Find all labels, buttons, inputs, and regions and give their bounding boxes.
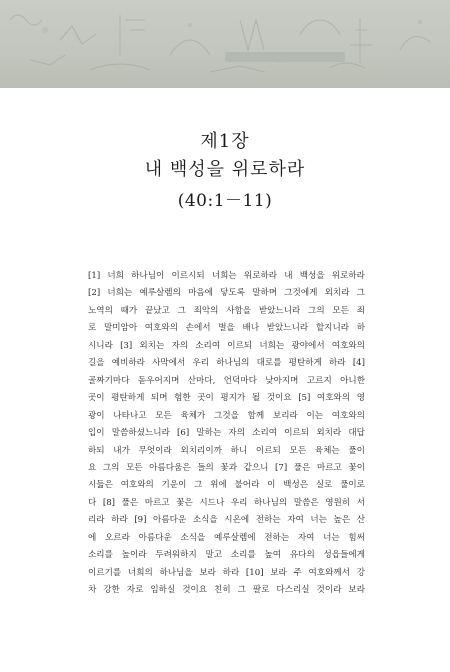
text-line: 시니라 [3] 외치는 자의 소리여 이르되 너희는 광야에서 여호와의: [88, 340, 365, 351]
text-line: 요 그의 모든 아름다움은 들의 꽃과 같으니 [7] 풀은 마르고 꽃이: [88, 462, 365, 473]
decorative-header-banner: [0, 0, 450, 88]
chapter-reference: (40:1－11): [177, 191, 273, 211]
text-line: 로 말미암아 여호와의 손에서 벌을 배나 받았느니라 할지니라 하: [88, 323, 365, 334]
chapter-number: 제1장: [200, 131, 250, 152]
text-line: 시듦은 여호와의 기운이 그 위에 불어라 이 백성은 실로 풀이로: [88, 480, 365, 491]
text-line: 리라 하라 [9] 아름다운 소식을 시온에 전하는 자여 너는 높은 산: [88, 515, 365, 526]
text-line: 차 강한 자로 임하실 것이요 친히 그 팔로 다스리실 것이라 보라: [88, 585, 365, 596]
banner-texture: [0, 0, 450, 88]
chapter-title: 내 백성을 위로하라: [144, 159, 306, 180]
text-line: 노역의 때가 끝났고 그 죄악의 사함을 받았느니라 그의 모든 죄: [88, 305, 365, 316]
text-line: 길을 예비하라 사막에서 우리 하나님의 대로를 평탄하게 하라 [4]: [88, 358, 365, 369]
text-line: [1] 너희 하나님이 이르시되 너희는 위로하라 내 백성을 위로하라: [88, 271, 365, 281]
text-line: 곳이 평탄하게 되며 험한 곳이 평지가 될 것이요 [5] 여호와의 영: [88, 393, 365, 404]
text-line: 입이 말씀하셨느니라 [6] 말하는 자의 소리여 이르되 외치라 대답: [88, 428, 365, 439]
text-line: 이르기를 너희의 하나님을 보라 하라 [10] 보라 주 여호와께서 강: [88, 567, 365, 578]
scripture-text: [88, 268, 365, 600]
text-line: 하되 내가 무엇이라 외치리이까 하니 이르되 모든 육체는 풀이: [88, 445, 365, 456]
text-line: 에 오르라 아름다운 소식을 예루살렘에 전하는 자여 너는 힘써: [88, 532, 365, 543]
text-line: 광이 나타나고 모든 육체가 그것을 함께 보리라 이는 여호와의: [88, 410, 365, 421]
text-line: 다 [8] 풀은 마르고 꽃은 시드나 우리 하나님의 말씀은 영원히 서: [88, 497, 365, 508]
text-line: [2] 너희는 예루살렘의 마음에 닿도록 말하며 그것에게 외치라 그: [88, 288, 365, 299]
text-line: 골짜기마다 돋우어지며 산마다, 언덕마다 낮아지며 고르지 아니한: [88, 375, 365, 386]
text-line: 소리를 높이라 두려워하지 말고 소리를 높여 유다의 성읍들에게: [88, 550, 365, 561]
